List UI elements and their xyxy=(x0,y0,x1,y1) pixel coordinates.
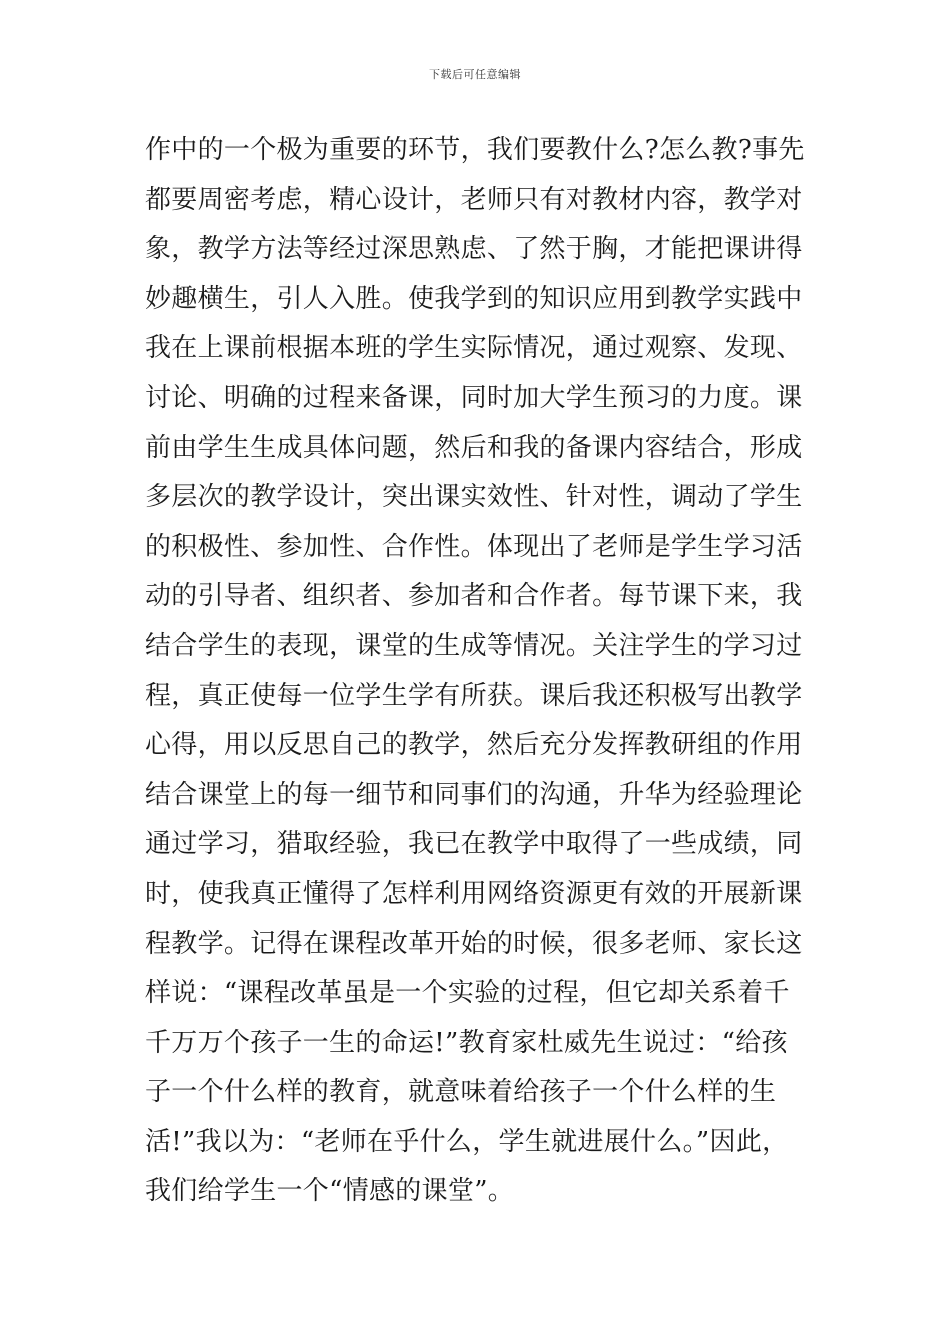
paragraph-line: 心得，用以反思自己的教学，然后充分发挥教研组的作用 xyxy=(145,730,803,761)
paragraph-line: 讨论、明确的过程来备课，同时加大学生预习的力度。课 xyxy=(145,382,803,413)
paragraph-line: 都要周密考虑，精心设计，老师只有对教材内容，教学对 xyxy=(145,184,803,215)
paragraph-line: 通过学习，猎取经验，我已在教学中取得了一些成绩，同 xyxy=(145,829,803,860)
document-body xyxy=(145,126,835,1217)
paragraph-line: 我在上课前根据本班的学生实际情况，通过观察、发现、 xyxy=(145,333,803,364)
paragraph-line: 妙趣横生，引人入胜。使我学到的知识应用到教学实践中 xyxy=(145,283,803,314)
paragraph-line: 千万万个孩子一生的命运!”教育家杜威先生说过：“给孩 xyxy=(145,1027,788,1058)
paragraph-line: 象，教学方法等经过深思熟虑、了然于胸，才能把课讲得 xyxy=(145,234,803,265)
page-header: 下载后可任意编辑 xyxy=(429,68,521,81)
paragraph-line: 我们给学生一个“情感的课堂”。 xyxy=(145,1176,515,1207)
paragraph-line: 动的引导者、组织者、参加者和合作者。每节课下来，我 xyxy=(145,581,803,612)
paragraph-line: 多层次的教学设计，突出课实效性、针对性，调动了学生 xyxy=(145,482,803,513)
paragraph-line: 样说：“课程改革虽是一个实验的过程，但它却关系着千 xyxy=(145,978,790,1009)
paragraph-line: 前由学生生成具体问题，然后和我的备课内容结合，形成 xyxy=(145,432,803,463)
paragraph-line: 子一个什么样的教育，就意味着给孩子一个什么样的生 xyxy=(145,1077,777,1108)
paragraph-line: 程，真正使每一位学生学有所获。课后我还积极写出教学 xyxy=(145,680,803,711)
paragraph-line: 结合课堂上的每一细节和同事们的沟通，升华为经验理论 xyxy=(145,779,803,810)
paragraph-line: 作中的一个极为重要的环节，我们要教什么?怎么教?事先 xyxy=(145,135,805,165)
paragraph-line: 结合学生的表现，课堂的生成等情况。关注学生的学习过 xyxy=(145,630,803,661)
paragraph-line: 的积极性、参加性、合作性。体现出了老师是学生学习活 xyxy=(145,531,803,562)
paragraph-line: 时，使我真正懂得了怎样利用网络资源更有效的开展新课 xyxy=(145,878,803,909)
paragraph-line: 程教学。记得在课程改革开始的时候，很多老师、家长这 xyxy=(145,928,803,959)
paragraph-line: 活!”我以为：“老师在乎什么，学生就进展什么。”因此， xyxy=(145,1126,789,1157)
